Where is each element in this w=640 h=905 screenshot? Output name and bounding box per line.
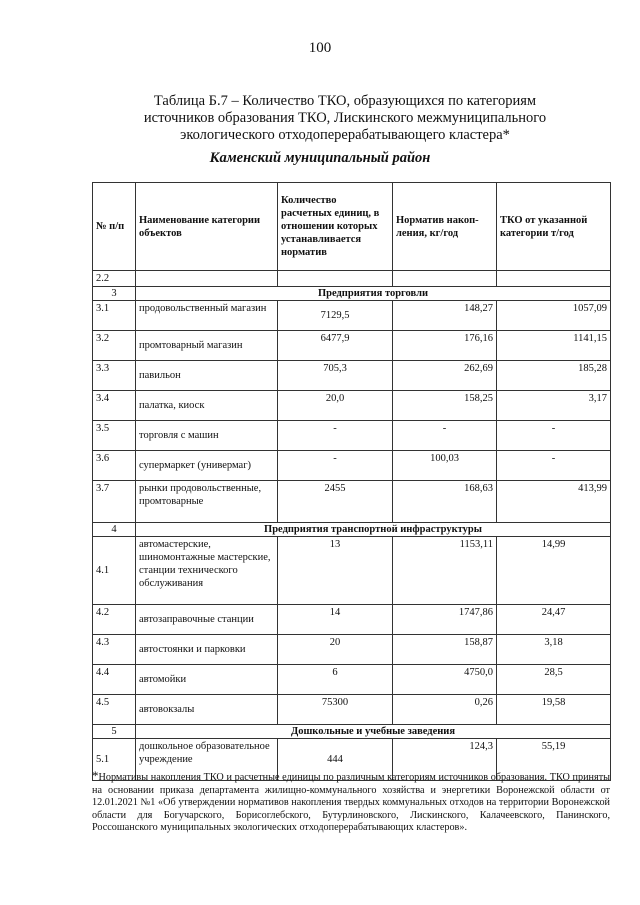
row-name: супермаркет (универмаг): [136, 451, 278, 481]
row-count: 6: [278, 665, 393, 695]
row-tko: 28,5: [497, 665, 611, 695]
row-tko: [497, 271, 611, 287]
row-norm: 262,69: [393, 361, 497, 391]
section-row: [93, 287, 611, 301]
row-name: дошкольное образовательное учреждение: [136, 739, 278, 781]
row-num: 3.3: [93, 361, 136, 391]
row-name: торговля с машин: [136, 421, 278, 451]
row-count: -: [278, 451, 393, 481]
header-tko: ТКО от указанной категории т/год: [497, 183, 611, 271]
footnote-text: Нормативы накопления ТКО и расчетные единицы по различным категориям источников образования. ТКО приняты на основании приказа департамента жилищно-коммунального хозяйства и энергетики Воронежской области от 12.01.2021 №1 «Об утверждении нормативов накопления твердых коммунальных отходов на территории Воронежской области для Богучарского, Борисоглебского, Бутурлиновского, Лискинского, Калачеевского, Панинского, Россошанского муниципальных экологических отходоперерабатывающих кластеров».: [92, 772, 610, 834]
row-num: 3.4: [93, 391, 136, 421]
header-norm: Норматив накоп-ления, кг/год: [393, 183, 497, 271]
row-num: 3.5: [93, 421, 136, 451]
row-norm: 1153,11: [393, 537, 497, 605]
row-count: 444: [278, 739, 393, 781]
table-row: [93, 301, 611, 331]
table-row: [93, 421, 611, 451]
section-num: 5: [93, 725, 136, 739]
table-row: [93, 361, 611, 391]
row-norm: [393, 271, 497, 287]
row-count: 75300: [278, 695, 393, 725]
table-row: [93, 695, 611, 725]
table-row: [93, 481, 611, 523]
section-row: [93, 523, 611, 537]
row-norm: 176,16: [393, 331, 497, 361]
row-count: [278, 271, 393, 287]
table-row: [93, 665, 611, 695]
row-name: автомойки: [136, 665, 278, 695]
row-tko: 1057,09: [497, 301, 611, 331]
table-row: [93, 451, 611, 481]
row-norm: 158,87: [393, 635, 497, 665]
row-count: -: [278, 421, 393, 451]
row-num: 4.2: [93, 605, 136, 635]
table-header-row: [93, 183, 611, 271]
row-count: 20,0: [278, 391, 393, 421]
section-row: [93, 725, 611, 739]
section-num: 3: [93, 287, 136, 301]
row-count: 20: [278, 635, 393, 665]
row-tko: 3,18: [497, 635, 611, 665]
section-title: Предприятия торговли: [136, 287, 611, 301]
table-row: [93, 331, 611, 361]
row-norm: 124,3: [393, 739, 497, 781]
footnote: [92, 770, 610, 835]
row-num: 4.4: [93, 665, 136, 695]
row-norm: -: [393, 421, 497, 451]
page-number: 100: [308, 40, 332, 56]
row-name: автомастерские, шиномонтажные мастерские, станции технического обслуживания: [136, 537, 278, 605]
row-num: 4.3: [93, 635, 136, 665]
row-num: 5.1: [93, 739, 136, 781]
row-name: промтоварный магазин: [136, 331, 278, 361]
row-name: палатка, киоск: [136, 391, 278, 421]
row-tko: 3,17: [497, 391, 611, 421]
row-num: 3.1: [93, 301, 136, 331]
row-name: [136, 271, 278, 287]
section-num: 4: [93, 523, 136, 537]
row-tko: -: [497, 421, 611, 451]
row-tko: 185,28: [497, 361, 611, 391]
row-count: 13: [278, 537, 393, 605]
row-num: 3.6: [93, 451, 136, 481]
row-count: 705,3: [278, 361, 393, 391]
section-title: Предприятия транспортной инфраструктуры: [136, 523, 611, 537]
tko-table: [92, 182, 611, 781]
row-tko: 14,99: [497, 537, 611, 605]
row-name: автостоянки и парковки: [136, 635, 278, 665]
table-subtitle: Каменский муниципальный район: [209, 150, 431, 166]
table-row: [93, 391, 611, 421]
row-norm: 158,25: [393, 391, 497, 421]
row-tko: 413,99: [497, 481, 611, 523]
row-norm: 100,03: [393, 451, 497, 481]
header-num: № п/п: [93, 183, 136, 271]
row-count: 14: [278, 605, 393, 635]
row-num: 4.5: [93, 695, 136, 725]
row-tko: 19,58: [497, 695, 611, 725]
row-name: автозаправочные станции: [136, 605, 278, 635]
footnote-marker: *: [92, 768, 99, 783]
table-row: [93, 605, 611, 635]
row-name: продовольственный магазин: [136, 301, 278, 331]
table-row: [93, 635, 611, 665]
row-tko: -: [497, 451, 611, 481]
row-num: 3.2: [93, 331, 136, 361]
row-norm: 168,63: [393, 481, 497, 523]
row-num: 3.7: [93, 481, 136, 523]
table-row: [93, 271, 611, 287]
table-row: [93, 537, 611, 605]
row-name: автовокзалы: [136, 695, 278, 725]
row-name: рынки продовольственные, промтоварные: [136, 481, 278, 523]
row-num: 4.1: [93, 537, 136, 605]
row-name: павильон: [136, 361, 278, 391]
row-count: 2455: [278, 481, 393, 523]
row-tko: 1141,15: [497, 331, 611, 361]
section-title: Дошкольные и учебные заведения: [136, 725, 611, 739]
table-caption: Таблица Б.7 – Количество ТКО, образующихся по категориям источников образования ТКО, Лискинского межмуниципального экологического отходоперерабатывающего кластера*: [143, 93, 547, 143]
row-norm: 0,26: [393, 695, 497, 725]
header-count: Количество расчетных единиц, в отношении которых устанавливается норматив: [278, 183, 393, 271]
row-count: 7129,5: [278, 301, 393, 331]
row-tko: 55,19: [497, 739, 611, 781]
row-num: 2.2: [93, 271, 136, 287]
row-norm: 148,27: [393, 301, 497, 331]
row-tko: 24,47: [497, 605, 611, 635]
header-name: Наименование категории объектов: [136, 183, 278, 271]
row-norm: 4750,0: [393, 665, 497, 695]
row-norm: 1747,86: [393, 605, 497, 635]
row-count: 6477,9: [278, 331, 393, 361]
